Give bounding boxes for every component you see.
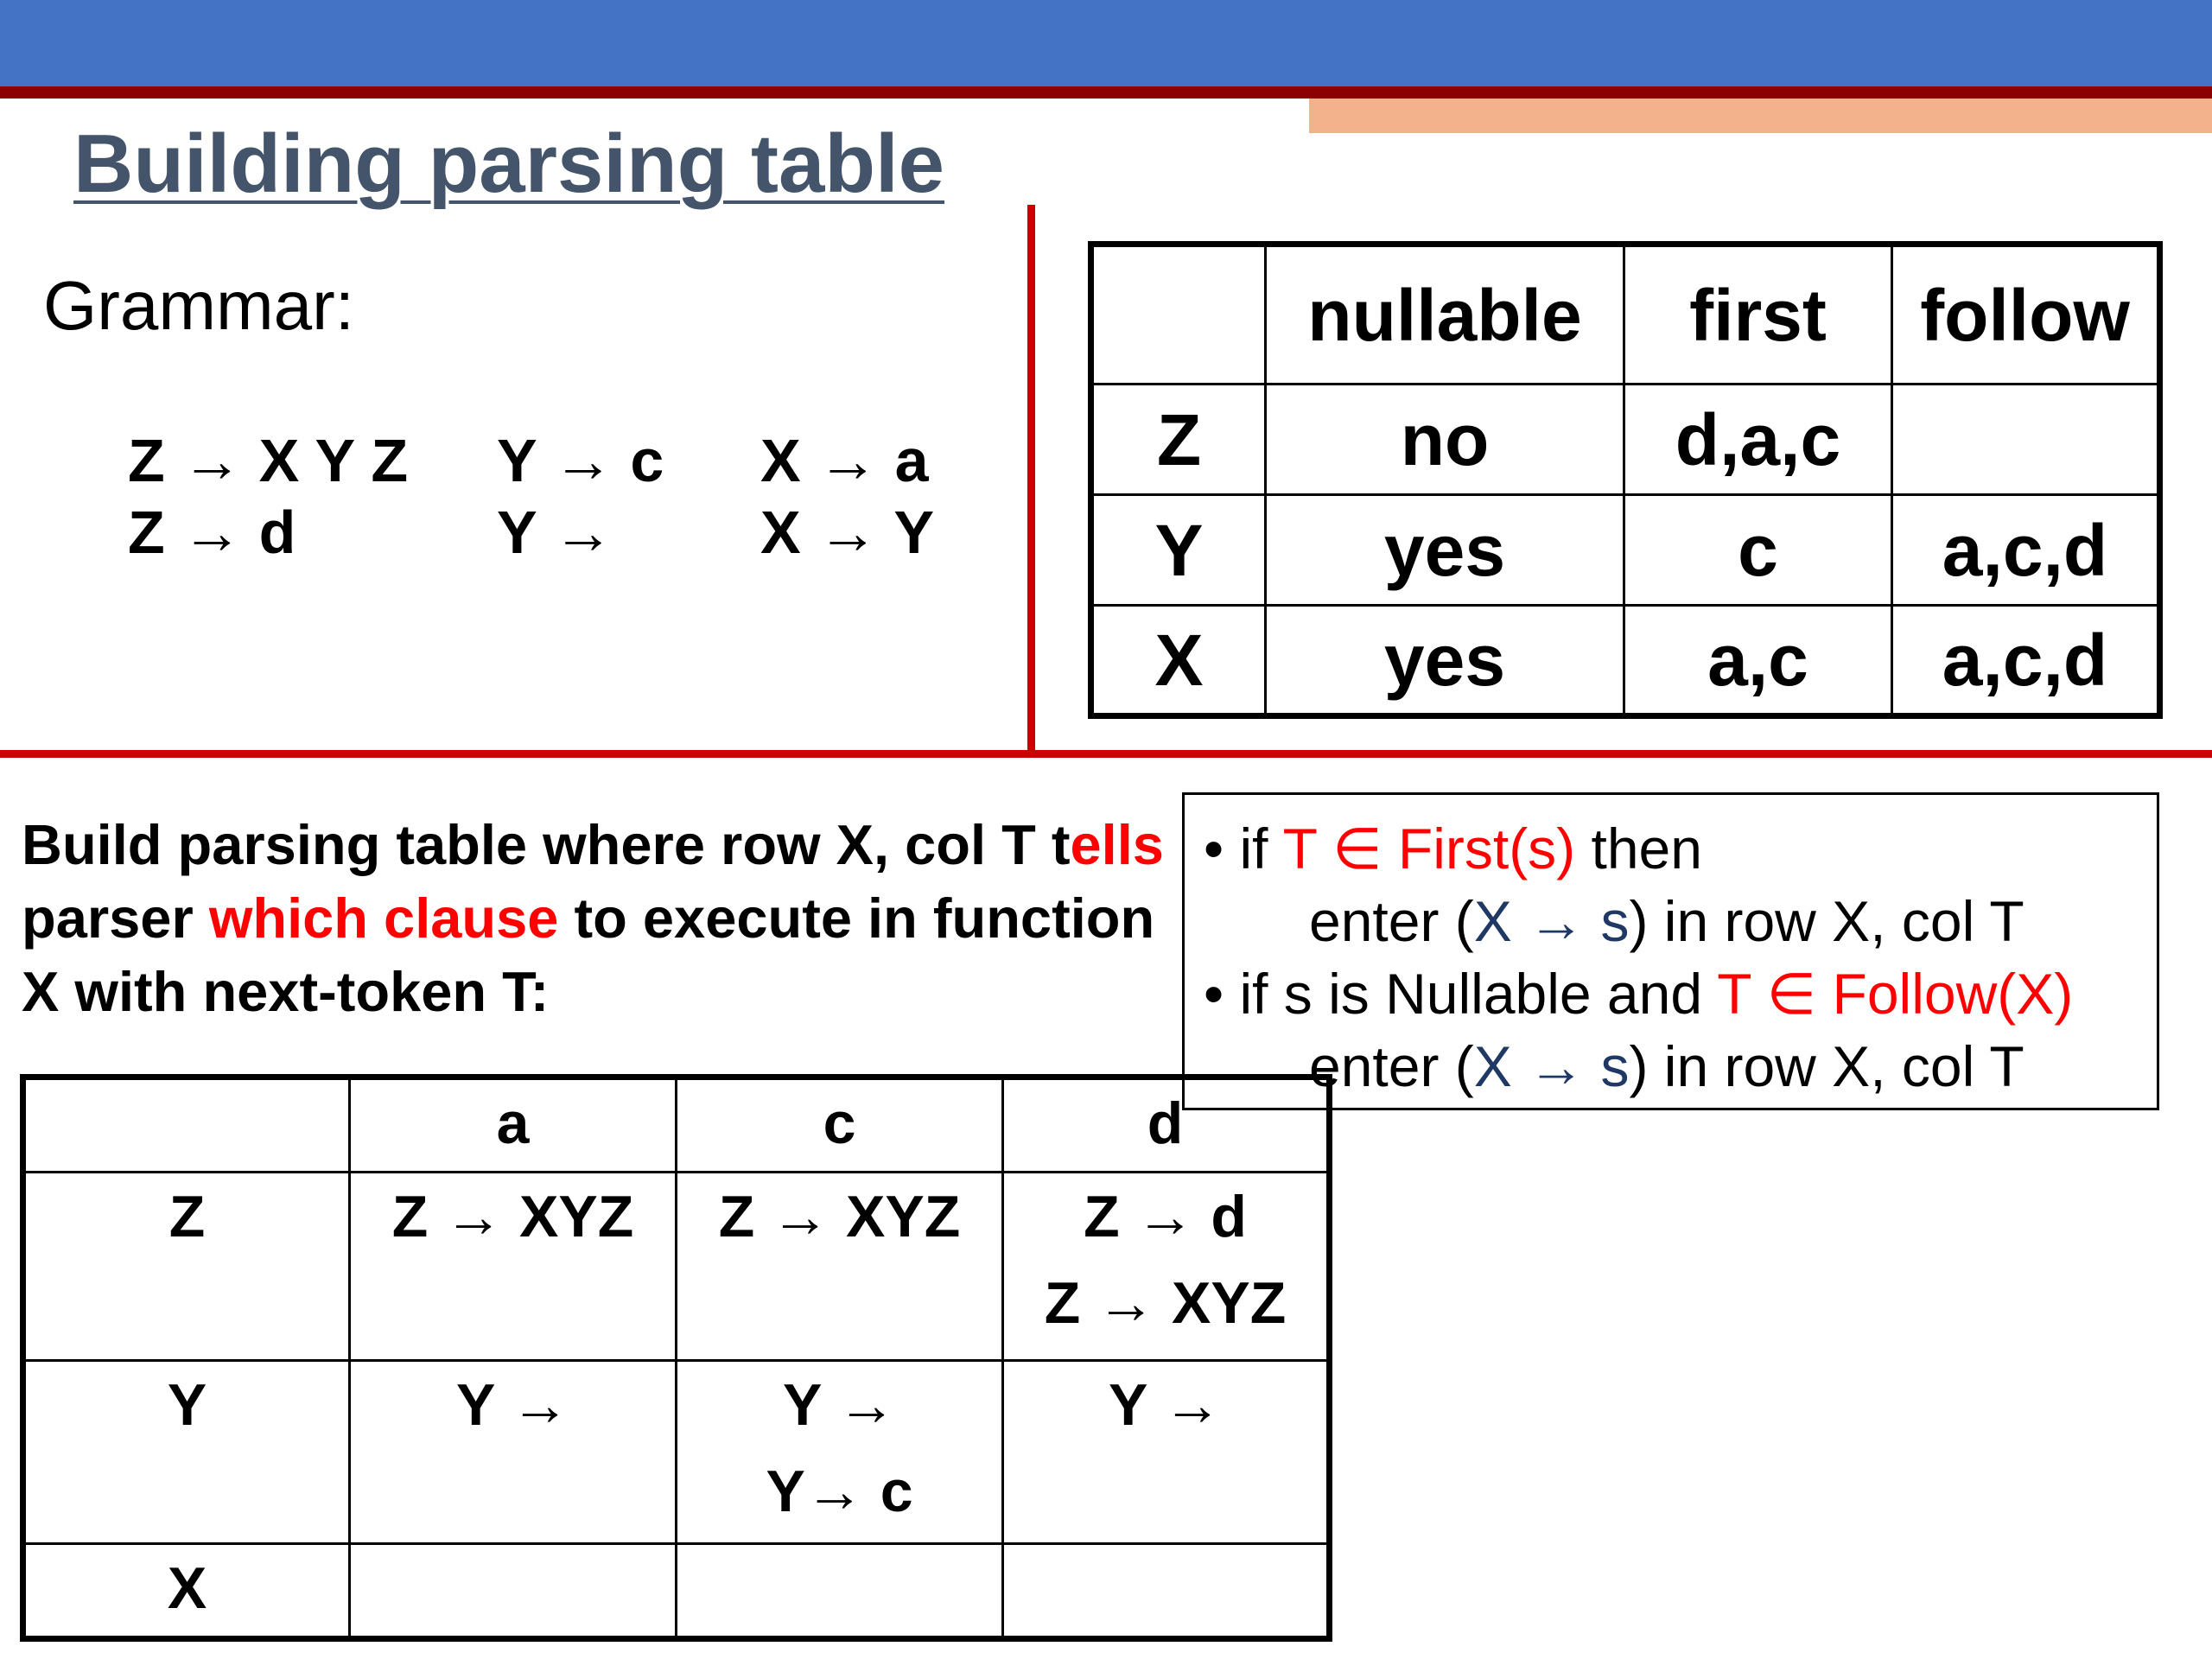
table-cell xyxy=(350,1173,677,1361)
horizontal-divider xyxy=(0,750,2212,758)
rule-symbol: s xyxy=(1600,889,1630,953)
first-cell: d,a,c xyxy=(1624,385,1892,495)
production: Y → xyxy=(1108,1372,1223,1438)
grammar-rule: X → Y xyxy=(760,499,935,566)
table-header: follow xyxy=(1892,245,2160,385)
parsing-table xyxy=(20,1074,1332,1642)
row-symbol: Z xyxy=(1091,385,1266,495)
grammar-rule: Z → X Y Z xyxy=(128,427,409,494)
header-accent-bar xyxy=(0,86,2212,99)
table-header: first xyxy=(1624,245,1892,385)
nullable-cell: no xyxy=(1266,385,1624,495)
table-header xyxy=(23,1077,350,1173)
grammar-rule: Z → d xyxy=(128,499,296,566)
production: Y→ c xyxy=(766,1459,913,1524)
row-symbol: Y xyxy=(1091,495,1266,606)
production: Y → xyxy=(455,1372,570,1438)
row-symbol: Y xyxy=(23,1361,350,1544)
rule-box xyxy=(1182,792,2159,1110)
table-cell xyxy=(350,1361,677,1544)
rule-line xyxy=(1185,1030,2157,1103)
rule-symbol: X xyxy=(1473,889,1512,953)
page-title: Building parsing table xyxy=(73,118,945,210)
production: Z → XYZ xyxy=(391,1184,634,1249)
first-follow-table xyxy=(1088,241,2163,719)
follow-cell xyxy=(1892,385,2160,495)
first-cell: a,c xyxy=(1624,606,1892,716)
instructions-part: Build parsing table where row X, col T t xyxy=(22,813,1071,876)
production: Z → XYZ xyxy=(718,1184,961,1249)
rule-text: if s is Nullable and xyxy=(1224,962,1718,1026)
grammar-rule: Y → xyxy=(497,499,613,566)
bullet: • xyxy=(1204,962,1224,1026)
arrow-symbol: → xyxy=(1511,889,1601,953)
table-header: c xyxy=(677,1077,1003,1173)
row-symbol: Z xyxy=(23,1173,350,1361)
rule-line xyxy=(1185,957,2157,1030)
table-header: a xyxy=(350,1077,677,1173)
table-row xyxy=(1091,385,2160,495)
table-row xyxy=(1091,606,2160,716)
rule-highlight: Follow(X) xyxy=(1832,962,2074,1026)
production: Z → XYZ xyxy=(1044,1270,1287,1336)
table-header: d xyxy=(1003,1077,1330,1173)
table-row xyxy=(1091,495,2160,606)
follow-cell: a,c,d xyxy=(1892,606,2160,716)
rule-text: ) in row X, col T xyxy=(1629,1034,2024,1098)
header-bar xyxy=(0,0,2212,86)
rule-highlight: T xyxy=(1717,962,1751,1026)
table-cell xyxy=(677,1173,1003,1361)
row-symbol: X xyxy=(1091,606,1266,716)
grammar-rule: Y → c xyxy=(497,427,664,494)
rule-text: enter ( xyxy=(1309,1034,1474,1098)
nullable-cell: yes xyxy=(1266,495,1624,606)
table-row xyxy=(23,1544,1330,1639)
grammar-label: Grammar: xyxy=(43,267,354,344)
table-row xyxy=(23,1361,1330,1544)
grammar-rule: X → a xyxy=(760,427,929,494)
table-cell xyxy=(350,1544,677,1639)
row-symbol: X xyxy=(23,1544,350,1639)
element-of-symbol: ∈ xyxy=(1766,962,1817,1026)
rule-symbol: X xyxy=(1473,1034,1512,1098)
rule-text: enter ( xyxy=(1309,889,1474,953)
rule-highlight: First(s) xyxy=(1397,817,1576,880)
rule-text: ) in row X, col T xyxy=(1629,889,2024,953)
table-header: nullable xyxy=(1266,245,1624,385)
table-cell xyxy=(1003,1173,1330,1361)
rule-symbol: s xyxy=(1600,1034,1630,1098)
header-peach-bar xyxy=(1309,99,2212,133)
production: Y → xyxy=(782,1372,897,1438)
rule-line xyxy=(1185,885,2157,957)
instructions-part: to execute in function X with next-token T: xyxy=(22,887,1155,1023)
first-cell: c xyxy=(1624,495,1892,606)
element-of-symbol: ∈ xyxy=(1332,817,1382,880)
bullet: • xyxy=(1204,817,1224,880)
table-cell xyxy=(1003,1544,1330,1639)
table-header xyxy=(1091,245,1266,385)
table-cell xyxy=(677,1361,1003,1544)
instructions-text xyxy=(22,808,1179,1028)
rule-line xyxy=(1185,812,2157,885)
production: Z → d xyxy=(1084,1184,1247,1249)
instructions-part: parser xyxy=(22,887,209,950)
rule-highlight: T xyxy=(1282,817,1317,880)
vertical-divider xyxy=(1027,205,1035,753)
table-cell xyxy=(1003,1361,1330,1544)
rule-text: then xyxy=(1575,817,1702,880)
nullable-cell: yes xyxy=(1266,606,1624,716)
rule-text: if xyxy=(1224,817,1283,880)
follow-cell: a,c,d xyxy=(1892,495,2160,606)
table-row xyxy=(23,1173,1330,1361)
instructions-highlight: which clause xyxy=(208,887,559,950)
table-cell xyxy=(677,1544,1003,1639)
instructions-highlight: ells xyxy=(1070,813,1164,876)
arrow-symbol: → xyxy=(1511,1034,1601,1098)
